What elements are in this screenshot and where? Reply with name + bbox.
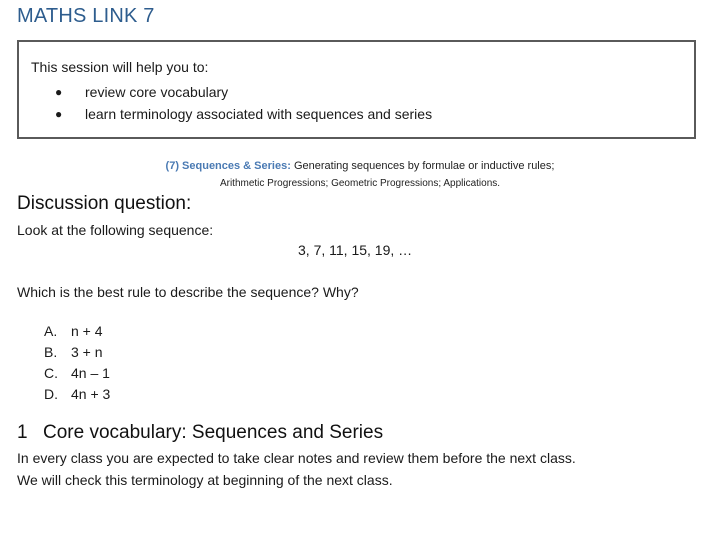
answer-option: [44, 321, 110, 342]
option-letter: A.: [44, 323, 58, 339]
bullet-icon: ●: [55, 107, 63, 121]
syllabus-line-1: [0, 160, 720, 172]
option-text: n + 4: [71, 323, 103, 339]
syllabus-line-2: [0, 178, 720, 189]
answer-option: [44, 384, 110, 405]
section-number: 1: [17, 422, 28, 443]
discussion-prompt: Look at the following sequence:: [17, 222, 214, 238]
bullet-icon: ●: [55, 85, 63, 99]
objective-item: [31, 81, 432, 103]
page-title: MATHS LINK 7: [17, 5, 155, 27]
discussion-question: Which is the best rule to describe the sequence? Why?: [17, 284, 359, 300]
answer-option: [44, 342, 110, 363]
objective-item: [31, 103, 432, 125]
section-text-line: In every class you are expected to take clear notes and review them before the next class.: [17, 450, 576, 466]
objectives-box: [17, 40, 696, 139]
objectives-intro: This session will help you to:: [31, 59, 209, 75]
section-text-line: We will check this terminology at beginning of the next class.: [17, 472, 393, 488]
objectives-list: [31, 81, 432, 125]
option-text: 4n + 3: [71, 386, 111, 402]
option-text: 4n – 1: [71, 365, 110, 381]
discussion-heading: Discussion question:: [17, 193, 192, 214]
option-letter: B.: [44, 344, 58, 360]
option-letter: D.: [44, 386, 58, 402]
option-letter: C.: [44, 365, 58, 381]
answer-options: [44, 321, 110, 405]
answer-option: [44, 363, 110, 384]
section-heading: [17, 422, 383, 444]
syllabus-topic: (7) Sequences & Series:: [165, 160, 291, 172]
section-title: Core vocabulary: Sequences and Series: [43, 422, 384, 443]
syllabus-detail: Arithmetic Progressions; Geometric Progressions; Applications.: [219, 178, 501, 189]
sequence-text: 3, 7, 11, 15, 19, …: [298, 242, 413, 258]
objective-text: review core vocabulary: [85, 84, 229, 100]
option-text: 3 + n: [71, 344, 103, 360]
syllabus-detail: Generating sequences by formulae or inductive rules;: [293, 160, 555, 172]
objective-text: learn terminology associated with sequences and series: [85, 106, 433, 122]
